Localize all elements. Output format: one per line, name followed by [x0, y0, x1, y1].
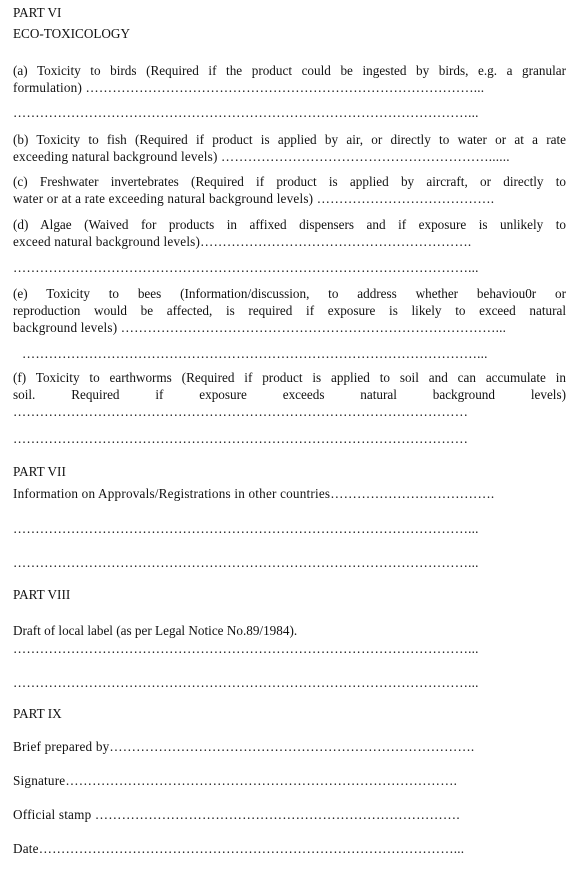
- approvals-info-line: Information on Approvals/Registrations in other countries……………………………….: [13, 486, 495, 501]
- item-d-line-1: (d) Algae (Waived for products in affixed dispensers and if exposure is unlikely to: [13, 217, 566, 232]
- item-a-line-1: (a) Toxicity to birds (Required if the product could be ingested by birds, e.g. a granular: [13, 63, 566, 78]
- item-c-line-1: (c) Freshwater invertebrates (Required if product is applied by aircraft, or directly to: [13, 174, 566, 189]
- item-e-answer-line: …………………………………………………………………………………………...: [22, 346, 488, 361]
- item-f-answer-line-1: …………………………………………………………………………………………: [13, 404, 469, 419]
- item-d-line-2: exceed natural background levels)…………………………………………………….: [13, 234, 472, 249]
- item-d-answer-line: …………………………………………………………………………………………...: [13, 260, 479, 275]
- approvals-answer-line-2: …………………………………………………………………………………………...: [13, 555, 479, 570]
- draft-label-answer-line-2: …………………………………………………………………………………………...: [13, 675, 479, 690]
- item-b-line-2: exceeding natural background levels) ……………………………………………………......: [13, 149, 510, 164]
- part-vi-heading: PART VI: [13, 5, 62, 20]
- item-e-line-3: background levels) …………………………………………………………………………...: [13, 320, 507, 335]
- official-stamp-field: Official stamp ……………………………………………………………………….: [13, 807, 460, 822]
- brief-prepared-by-field: Brief prepared by……………………………………………………………………….: [13, 739, 475, 754]
- draft-label-line: Draft of local label (as per Legal Notice No.89/1984).: [13, 623, 298, 638]
- item-c-line-2: water or at a rate exceeding natural background levels) ………………………………….: [13, 191, 495, 206]
- part-viii-heading: PART VIII: [13, 587, 71, 602]
- item-f-line-2: soil. Required if exposure exceeds natural background levels): [13, 387, 566, 402]
- item-e-line-1: (e) Toxicity to bees (Information/discussion, to address whether behaviou0r or: [13, 286, 566, 301]
- item-b-line-1: (b) Toxicity to fish (Required if product is applied by air, or directly to water or at a rate: [13, 132, 566, 147]
- approvals-answer-line-1: …………………………………………………………………………………………...: [13, 521, 479, 536]
- item-a-answer-line: …………………………………………………………………………………………...: [13, 105, 479, 120]
- draft-label-answer-line-1: …………………………………………………………………………………………...: [13, 641, 479, 656]
- eco-toxicology-heading: ECO-TOXICOLOGY: [13, 26, 130, 41]
- item-e-line-2: reproduction would be affected, is required if exposure is likely to exceed natural: [13, 303, 566, 318]
- signature-field: Signature…………………………………………………………………………….: [13, 773, 458, 788]
- item-a-line-2: formulation) ……………………………………………………………………………...: [13, 80, 485, 95]
- item-f-answer-line-2: …………………………………………………………………………………………: [13, 431, 469, 446]
- part-ix-heading: PART IX: [13, 706, 62, 721]
- part-vii-heading: PART VII: [13, 464, 66, 479]
- item-f-line-1: (f) Toxicity to earthworms (Required if product is applied to soil and can accumulate in: [13, 370, 566, 385]
- date-field: Date…………………………………………………………………………………...: [13, 841, 465, 856]
